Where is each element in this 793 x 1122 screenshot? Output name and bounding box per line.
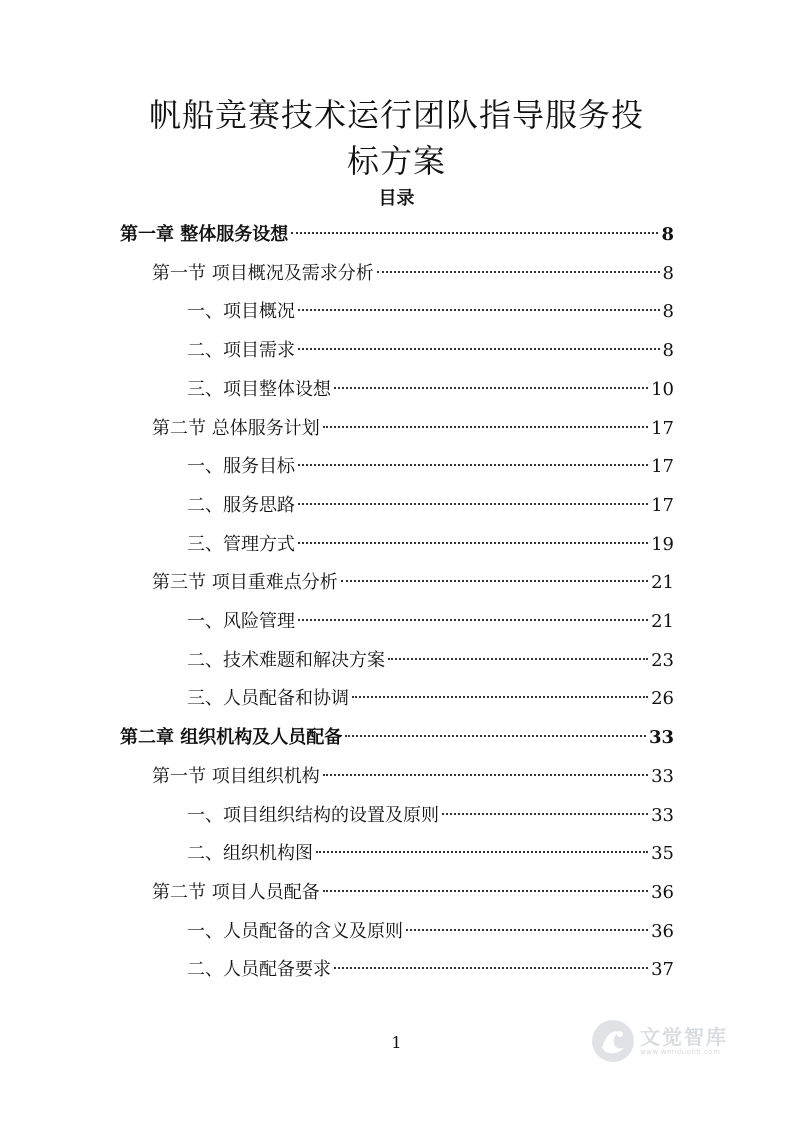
toc-entry-item[interactable] [187,530,674,560]
toc-entry-page: 8 [662,262,674,284]
toc-entry-item[interactable] [187,336,674,366]
toc-entry-label: 第一节 项目组织机构 [152,765,320,787]
wendu-logo-icon [590,1018,636,1064]
toc-entry-page: 8 [662,301,674,323]
toc-entry-page: 33 [651,804,674,826]
toc-entry-label: 第二节 总体服务计划 [152,417,320,439]
watermark-url: www.wenduolib.com [640,1048,721,1056]
toc-entry-item[interactable] [187,839,674,869]
toc-entry-section[interactable] [152,878,674,908]
toc-leader-dots [334,967,648,969]
toc-entry-chapter[interactable] [120,220,674,250]
toc-leader-dots [298,503,648,505]
toc-entry-page: 36 [651,881,674,903]
toc-leader-dots [323,426,648,428]
toc-leader-dots [377,271,660,273]
toc-entry-item[interactable] [187,452,674,482]
toc-entry-label: 第三节 项目重难点分析 [152,572,338,594]
toc-leader-dots [291,232,658,234]
toc-heading: 目录 [378,188,415,209]
toc-entry-page: 21 [651,611,674,632]
toc-entry-item[interactable] [187,684,674,714]
toc-leader-dots [298,542,648,544]
watermark [590,1018,728,1064]
toc-entry-chapter[interactable] [120,723,674,753]
toc-entry-item[interactable] [187,491,674,521]
toc-entry-section[interactable] [152,414,674,444]
document-title [110,92,683,184]
toc-entry-label: 一、人员配备的含义及原则 [187,920,403,942]
toc-leader-dots [298,464,648,466]
toc-entry-item[interactable] [187,297,674,327]
toc-entry-label: 一、风险管理 [187,611,295,632]
toc-leader-dots [316,851,648,853]
toc-leader-dots [298,348,660,350]
toc-entry-page: 17 [651,417,674,439]
toc-leader-dots [341,580,648,582]
toc-leader-dots [298,619,648,621]
toc-entry-page: 23 [651,649,674,671]
toc-leader-dots [352,696,648,698]
toc-entry-page: 21 [651,572,674,594]
toc-entry-label: 一、项目组织结构的设置及原则 [187,804,439,826]
toc-leader-dots [334,387,648,389]
toc-entry-page: 35 [651,843,674,865]
toc-entry-item[interactable] [187,955,674,985]
toc-entry-item[interactable] [187,607,674,637]
toc-entry-label: 三、人员配备和协调 [187,688,349,710]
toc-entry-label: 第一节 项目概况及需求分析 [152,262,374,284]
toc-entry-page: 10 [651,378,674,400]
toc-entry-page: 33 [648,727,674,749]
toc-entry-item[interactable] [187,801,674,831]
title-line-1: 帆船竞赛技术运行团队指导服务投 [148,96,644,134]
toc-entry-section[interactable] [152,568,674,598]
toc-entry-page: 36 [651,920,674,942]
toc-entry-label: 二、服务思路 [187,494,295,516]
toc-entry-label: 二、组织机构图 [187,843,313,865]
toc-leader-dots [323,890,648,892]
toc-entry-page: 8 [661,224,674,245]
toc-entry-section[interactable] [152,762,674,792]
toc-entry-item[interactable] [187,646,674,676]
toc-entry-page: 8 [662,340,674,362]
toc-entry-label: 二、技术难题和解决方案 [187,649,385,671]
toc-leader-dots [406,929,648,931]
toc-entry-label: 三、项目整体设想 [187,378,331,400]
toc-entry-section[interactable] [152,259,674,289]
toc-leader-dots [442,813,648,815]
watermark-name: 文觉智库 [640,1025,728,1049]
toc-entry-page: 33 [651,765,674,787]
toc-entry-item[interactable] [187,375,674,405]
toc-entry-page: 37 [651,959,674,981]
toc-leader-dots [345,735,646,737]
toc-entry-page: 26 [651,688,674,710]
toc-leader-dots [323,774,648,776]
toc-entry-item[interactable] [187,917,674,947]
title-line-2: 标方案 [346,142,446,180]
toc-leader-dots [388,658,648,660]
toc-entry-label: 二、项目需求 [187,340,295,362]
toc-entry-page: 17 [651,456,674,478]
toc-leader-dots [298,309,660,311]
toc-entry-label: 二、人员配备要求 [187,959,331,981]
toc-entry-page: 17 [651,494,674,516]
toc-entry-page: 19 [651,533,674,555]
toc-entry-label: 第二节 项目人员配备 [152,881,320,903]
toc-entry-label: 第一章 整体服务设想 [120,224,289,245]
toc-entry-label: 三、管理方式 [187,533,295,555]
toc-entry-label: 一、服务目标 [187,456,295,478]
page-number: 1 [391,1033,402,1052]
toc-entry-label: 一、项目概况 [187,301,295,323]
toc-entry-label: 第二章 组织机构及人员配备 [120,727,343,749]
